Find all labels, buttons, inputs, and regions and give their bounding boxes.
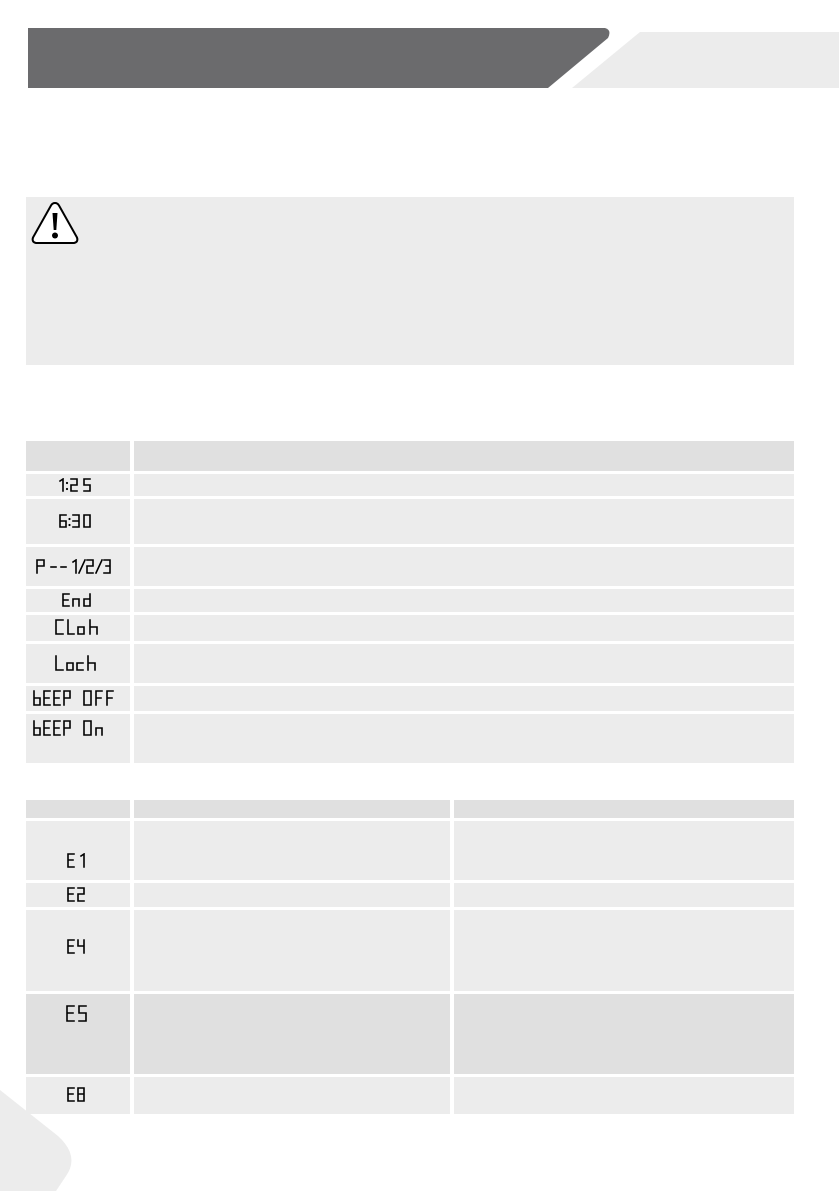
header-cell (454, 800, 794, 821)
table-row (26, 615, 794, 644)
display-code-end (61, 593, 95, 607)
display-code-beep-on (32, 720, 128, 737)
solution-cell (454, 1077, 794, 1117)
solution-cell (454, 821, 794, 883)
description-cell (134, 644, 794, 686)
warning-box (26, 197, 794, 365)
table-row (26, 1077, 794, 1117)
table-row (26, 910, 794, 994)
code-cell (26, 994, 134, 1077)
code-cell (26, 686, 134, 714)
code-cell (26, 714, 134, 766)
code-cell (26, 474, 134, 499)
description-cell (134, 589, 794, 615)
description-cell (134, 615, 794, 644)
code-cell (26, 589, 134, 615)
header-tab (572, 32, 839, 88)
code-cell (26, 821, 134, 883)
table-row (26, 547, 794, 589)
table-row (26, 686, 794, 714)
code-cell (26, 644, 134, 686)
table-row (26, 883, 794, 910)
table-header-row (26, 800, 794, 821)
error-code-e1 (66, 853, 90, 868)
code-cell (26, 910, 134, 994)
error-code-e5 (65, 1005, 91, 1023)
table-row (26, 644, 794, 686)
error-code-e2 (66, 887, 90, 902)
page-corner-tab (0, 1090, 80, 1191)
error-code-e4 (66, 939, 90, 954)
code-cell (26, 499, 134, 547)
display-code-6-30 (58, 514, 98, 528)
table-row (26, 821, 794, 883)
table-row (26, 589, 794, 615)
header-bar (28, 28, 609, 88)
cause-cell (134, 910, 454, 994)
display-code-p-123 (35, 559, 121, 574)
header-cell (26, 800, 134, 821)
solution-cell (454, 910, 794, 994)
description-cell (134, 547, 794, 589)
header-cell (134, 441, 794, 474)
display-code-beep-off (32, 690, 128, 707)
header-cell (134, 800, 454, 821)
description-cell (134, 474, 794, 499)
display-code-cloh (54, 619, 102, 636)
code-cell (26, 883, 134, 910)
description-cell (134, 714, 794, 766)
cause-cell (134, 1077, 454, 1117)
solution-cell (454, 994, 794, 1077)
cause-cell (134, 883, 454, 910)
display-code-1-25 (58, 478, 98, 492)
header-cell (26, 441, 134, 474)
display-codes-table (26, 441, 794, 766)
table-row (26, 994, 794, 1077)
table-header-row (26, 441, 794, 474)
code-cell (26, 547, 134, 589)
table-row (26, 474, 794, 499)
header-band (0, 0, 839, 100)
table-row (26, 714, 794, 766)
description-cell (134, 686, 794, 714)
table-row (26, 499, 794, 547)
display-code-loch (54, 655, 102, 672)
solution-cell (454, 883, 794, 910)
cause-cell (134, 821, 454, 883)
warning-triangle-icon (30, 200, 80, 246)
cause-cell (134, 994, 454, 1077)
description-cell (134, 499, 794, 547)
code-cell (26, 615, 134, 644)
error-codes-table (26, 800, 794, 1117)
